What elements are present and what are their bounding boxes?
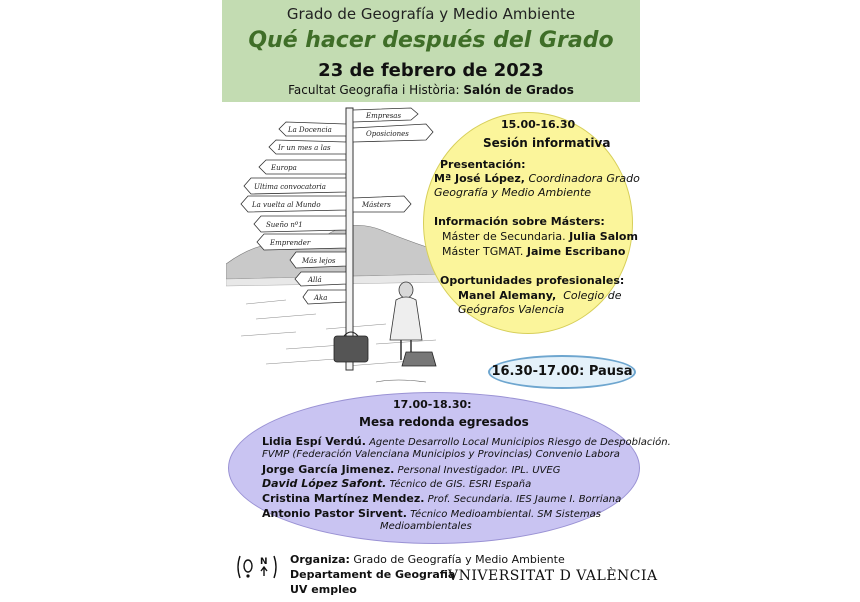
panelist-2 [262,463,560,476]
signpost-illustration [226,104,448,394]
session-title: Sesión informativa [483,136,611,150]
panelist-4-role: Prof. Secundaria. IES Jaume I. Borriana [427,494,622,505]
session-time: 15.00-16.30 [501,118,576,131]
logo-letter: N [260,557,268,567]
uv-empleo-logo-icon [234,552,280,582]
master-1 [442,230,638,243]
opportunity-person: Manel Alemany, [458,289,557,302]
round-table-title: Mesa redonda egresados [359,415,529,429]
panelist-5-role-2: Medioambientales [380,521,472,532]
organiza-line [290,553,565,566]
panelist-2-role: Personal Investigador. IPL. UVEG [397,465,561,476]
event-title: Qué hacer después del Grado [248,28,614,53]
sign-text: Ultima convocatoria [254,183,326,191]
master-2-prefix: Máster TGMAT. [442,245,524,258]
event-date: 23 de febrero de 2023 [318,60,544,81]
panelist-5-name: Antonio Pastor Sirvent. [262,507,407,520]
presenter-line [434,172,640,185]
sign-text: Europa [271,164,297,172]
sign-text: La vuelta al Mundo [252,201,321,209]
uv-empleo-line [290,583,357,596]
sign-text: Más lejos [302,257,336,265]
pause-badge: 16.30-17.00: Pausa [488,355,636,389]
header-banner [222,0,640,102]
opportunity-org-line [458,303,564,316]
presenter-name: Mª José López, [434,172,525,185]
presenter-role: Coordinadora Grado [528,172,640,185]
sign-text: Empresas [366,112,402,120]
presenter-role-line [434,186,591,199]
degree-subtitle: Grado de Geografía y Medio Ambiente [286,5,576,23]
sign-text: Ir un mes a las [278,144,331,152]
poster [222,0,671,602]
event-place [222,83,640,97]
panelist-1-name: Lidia Espí Verdú. [262,435,366,448]
panelist-1-role-2: FVMP (Federación Valenciana Municipios y Provincias) Convenio Labora [262,449,620,460]
sign-text: La Docencia [288,126,332,134]
organiza-value: Grado de Geografía y Medio Ambiente [353,553,565,566]
panelist-3-name: David López Safont. [262,477,387,490]
panelist-1-role: Agente Desarrollo Local Municipios Riesgo de Despoblación. [369,437,671,448]
opportunity-org-2: Geógrafos Valencia [458,303,565,316]
panelist-1-role-line [262,449,620,460]
panelist-3 [262,477,531,490]
sign-text: Oposiciones [366,130,409,138]
panelist-4-name: Cristina Martínez Mendez. [262,492,425,505]
panelist-3-role: Técnico de GIS. ESRI España [389,479,532,490]
sign-text: Aka [314,294,328,302]
organiza-label: Organiza: [290,553,350,566]
opportunity-line [458,289,621,302]
opportunity-org: Colegio de [563,289,622,302]
presentation-label: Presentación: [440,158,526,171]
sign-text: Másters [362,201,391,209]
uv-empleo: UV empleo [290,583,357,596]
place-prefix: Facultat Geografia i Història: [288,83,460,97]
university-logo: VNIVERSITAT D VALÈNCIA [448,568,658,584]
sign-text: Sueño nº1 [266,221,303,229]
footer [222,548,658,602]
opportunities-label: Oportunidades profesionales: [440,274,625,287]
master-2 [442,245,625,258]
panelist-5-role: Técnico Medioambiental. SM Sistemas [410,509,601,520]
panelist-4 [262,492,621,505]
master-1-person: Julia Salom [569,230,638,243]
sign-text: Allá [308,276,322,284]
panelist-2-name: Jorge García Jimenez. [262,463,395,476]
masters-label: Información sobre Másters: [434,215,605,228]
master-2-person: Jaime Escribano [526,245,626,258]
panelist-1 [262,435,671,448]
presenter-role-2: Geografía y Medio Ambiente [434,186,592,199]
panelist-5-role-line [380,521,472,532]
place-room: Salón de Grados [463,83,574,97]
panelist-5 [262,507,601,520]
sign-text: Emprender [270,239,311,247]
department: Departament de Geografia [290,568,456,581]
round-table-time: 17.00-18.30: [393,398,472,411]
department-line [290,568,455,581]
master-1-prefix: Máster de Secundaria. [442,230,566,243]
